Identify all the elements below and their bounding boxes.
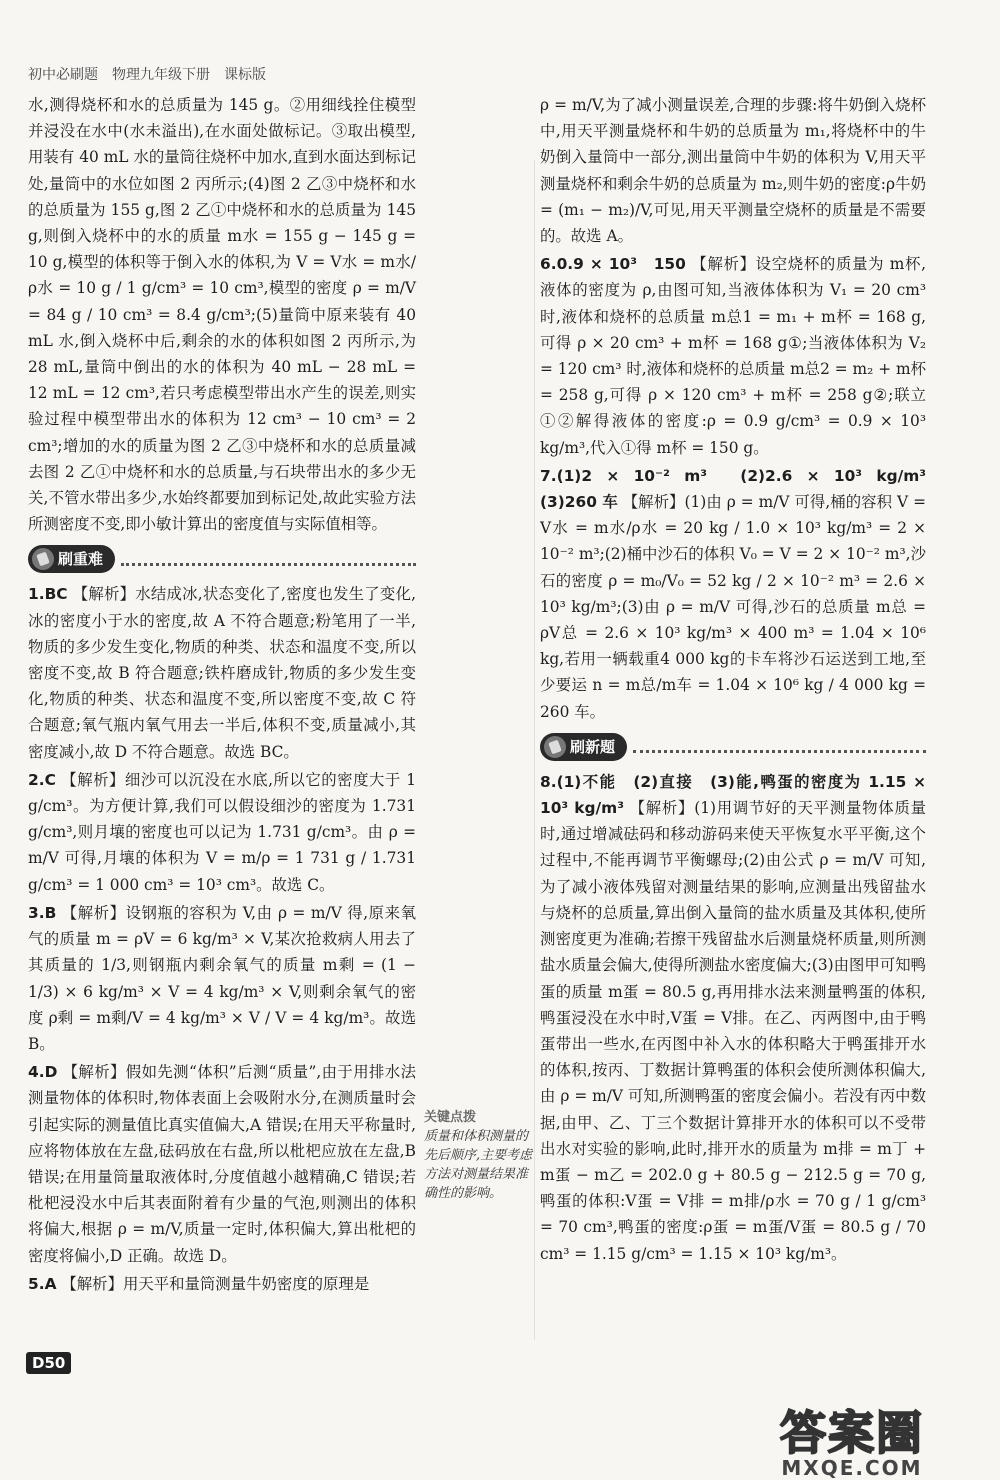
q8-explanation: 【解析】(1)用调节好的天平测量物体质量时,通过增减砝码和移动游码来使天平恢复水平平衡,这个过程中,不能再调节平衡螺母;(2)由公式 ρ = m/V 可知,为了减小液体残留对测量结果的影响,应测量出残留盐水与烧杯的总质量,算出倒入量筒的盐水质量及其体积,使所测密度更为准确;若擦干残留盐水后测量烧杯质量,则所测盐水质量会偏大,使得所测盐水密度偏大;(3)由图甲可知鸭蛋的质量 m蛋 = 80.5 g,再用排水法来测量鸭蛋的体积,鸭蛋浸没在水中时,V蛋 = V排。在乙、丙两图中,由于鸭蛋带出一些水,在丙图中补入水的体积略大于鸭蛋排开水的体积,按丙、丁数据计算鸭蛋的体积会使所测体积偏大,由 ρ = m/V 可知,所测鸭蛋的密度会偏小。若没有丙中数据,由甲、乙、丁三个数据计算排开水的体积可以不受带出水对实验的影响,此时,排开水的质量为 m排 = m丁 + m蛋 − m乙 = 202.0 g + 80.5 g − 212.5 g = 70 g,鸭蛋的体积:V蛋 = V排 = m排/ρ水 = 70 g / 1 g/cm³ = 70 cm³,鸭蛋的密度:ρ蛋 = m蛋/V蛋 = 80.5 g / 70 cm³ = 1.15 g/cm³ = 1.15 × 10³ kg/m³。	[540, 799, 926, 1263]
section-banner-hard	[28, 543, 416, 575]
banner-badge	[540, 733, 627, 761]
sidenote-text: 质量和体积测量的先后顺序,主要考虑方法对测量结果准确性的影响。	[424, 1129, 533, 1201]
key-point-sidenote	[424, 1108, 536, 1203]
brush-icon	[32, 548, 54, 570]
q2-answer: C	[44, 770, 56, 789]
question-2	[28, 767, 416, 898]
left-column	[28, 92, 416, 1299]
banner-label: 刷新题	[570, 737, 616, 756]
banner-label: 刷重难	[58, 550, 104, 569]
intro-paragraph: 水,测得烧杯和水的总质量为 145 g。②用细线拴住模型并浸没在水中(水未溢出),在水面处做标记。③取出模型,用装有 40 mL 水的量筒往烧杯中加水,直到水面达到标记处,量筒中的水位如图 2 丙所示;(4)图 2 乙③中烧杯和水的总质量为 155 g,图 2 乙①中烧杯和水的总质量为 145 g,则倒入烧杯中的水的质量 m水 = 155 g − 145 g = 10 g,模型的体积等于倒入水的体积,为 V = V水 = m水/ρ水 = 10 g / 1 g/cm³ = 10 cm³,模型的密度 ρ = m/V = 84 g / 10 cm³ = 8.4 g/cm³;(5)量筒中原来装有 40 mL 水,倒入烧杯中后,剩余的水的体积如图 2 丙所示,为 28 mL,量筒中倒出的水的体积为 40 mL − 28 mL = 12 mL = 12 cm³,若只考虑模型带出水产生的误差,则实验过程中模型带出水的体积为 12 cm³ − 10 cm³ = 2 cm³;增加的水的质量为图 2 乙③中烧杯和水的总质量减去图 2 乙①中烧杯和水的总质量,与石块带出水的多少无关,不管水带出多少,水始终都要加到标记处,故此实验方法所测密度不变,即小敏计算出的密度值与实际值相等。	[28, 96, 416, 534]
q3-explanation: 【解析】设钢瓶的容积为 V,由 ρ = m/V 得,原来氧气的质量 m = ρV = 6 kg/m³ × V,某次抢救病人用去了其质量的 1/3,则钢瓶内剩余氧气的质量 m剩 = (1 − 1/3) × 6 kg/m³ × V = 4 kg/m³ × V,则剩余氧气的密度 ρ剩 = m剩/V = 4 kg/m³ × V / V = 4 kg/m³。故选 B。	[28, 903, 416, 1053]
q1-explanation: 【解析】水结成冰,状态变化了,密度也发生了变化,冰的密度小于水的密度,故 A 不符合题意;粉笔用了一半,物质的多少发生变化,物质的种类、状态和温度不变,所以密度不变,故 B 符合题意;铁杵磨成针,物质的多少发生变化,物质的种类、状态和温度不变,所以密度不变,故 C 符合题意;氧气瓶内氧气用去一半后,体积不变,质量减小,其密度减小,故 D 不符合题意。故选 BC。	[28, 585, 416, 761]
question-7	[540, 463, 942, 725]
question-4	[28, 1059, 416, 1269]
question-6	[540, 251, 926, 461]
sidenote-title: 关键点拨	[424, 1110, 477, 1125]
q5-explanation: 【解析】用天平和量筒测量牛奶密度的原理是	[61, 1274, 370, 1293]
q1-answer: BC	[44, 585, 68, 604]
question-5	[28, 1271, 416, 1297]
page-number: D50	[26, 1352, 71, 1374]
banner-dotted-line	[633, 740, 926, 753]
q4-explanation: 【解析】假如先测“体积”后测“质量”,由于用排水法测量物体的体积时,物体表面上会吸附水分,在测质量时会引起实际的测量值比真实值偏大,A 错误;在用天平称量时,应将物体放在左盘,砝码放在右盘,所以枇杷应放在左盘,B 错误;在用量筒量取液体时,分度值越小越精确,C 错误;若枇杷浸没水中后其表面附着有少量的气泡,则测出的体积将偏大,根据 ρ = m/V,质量一定时,体积偏大,算出枇杷的密度将偏小,D 正确。故选 D。	[28, 1063, 416, 1265]
question-3	[28, 900, 416, 1057]
q6-explanation: 【解析】设空烧杯的质量为 m杯,液体的密度为 ρ,由图可知,当液体体积为 V₁ = 20 cm³ 时,液体和烧杯的总质量 m总1 = m₁ + m杯 = 168 g,可得 ρ × 20 cm³ + m杯 = 168 g①;当液体体积为 V₂ = 120 cm³ 时,液体和烧杯的总质量 m总2 = m₂ + m杯 = 258 g,可得 ρ × 120 cm³ + m杯 = 258 g②;联立①②解得液体的密度:ρ = 0.9 g/cm³ = 0.9 × 10³ kg/m³,代入①得 m杯 = 150 g。	[540, 255, 926, 457]
q8-number: 8.	[540, 772, 557, 791]
q3-answer: B	[44, 903, 57, 922]
q6-answer: 0.9 × 10³ 150	[556, 255, 686, 274]
question-5-continued: ρ = m/V,为了减小测量误差,合理的步骤:将牛奶倒入烧杯中,用天平测量烧杯和牛奶的总质量为 m₁,将烧杯中的牛奶倒入量筒中一部分,测出量筒中牛奶的体积为 V,用天平测量烧杯和剩余牛奶的总质量为 m₂,则牛奶的密度:ρ牛奶 = (m₁ − m₂)/V,可见,用天平测量空烧杯的质量是不需要的。故选 A。	[540, 96, 926, 246]
watermark-cn: 答案圈	[780, 1406, 924, 1460]
q7-answer: (1)2 × 10⁻² m³ (2)2.6 × 10³ kg/m³ (3)260 车	[540, 466, 942, 512]
banner-dotted-line	[121, 553, 416, 566]
banner-badge	[28, 545, 115, 573]
running-header: 初中必刷题 物理九年级下册 课标版	[28, 67, 266, 83]
question-8	[540, 769, 926, 1267]
q8-answer: (1)不能 (2)直接 (3)能,鸭蛋的密度为 1.15 × 10³ kg/m³	[540, 772, 926, 818]
watermark-logo	[780, 1406, 924, 1480]
brush-icon	[544, 736, 566, 758]
q4-answer: D	[44, 1063, 58, 1082]
q7-explanation: 【解析】(1)由 ρ = m/V 可得,桶的容积 V = V水 = m水/ρ水 = 20 kg / 1.0 × 10³ kg/m³ = 2 × 10⁻² m³;(2)桶中沙石的体积 V₀ = V = 2 × 10⁻² m³,沙石的密度 ρ = m₀/V₀ = 52 kg / 2 × 10⁻² m³ = 2.6 × 10³ kg/m³;(3)由 ρ = m/V 可得,沙石的总质量 m总 = ρV总 = 2.6 × 10³ kg/m³ × 400 m³ = 1.04 × 10⁶ kg,若用一辆载重4 000 kg的卡车将沙石运送到工地,至少要运 n = m总/m车 = 1.04 × 10⁶ kg / 4 000 kg = 260 车。	[540, 493, 926, 721]
q5-number: 5.	[28, 1274, 45, 1293]
q3-number: 3.	[28, 903, 45, 922]
q7-number: 7.	[540, 466, 557, 485]
question-1	[28, 581, 416, 764]
right-column	[540, 92, 942, 1269]
q2-number: 2.	[28, 770, 45, 789]
q6-number: 6.	[540, 255, 557, 274]
q2-explanation: 【解析】细沙可以沉没在水底,所以它的密度大于 1 g/cm³。为方便计算,我们可以假设细沙的密度为 1.731 g/cm³,则月壤的密度也可以记为 1.731 g/cm³。由 ρ = m/V 可得,月壤的体积为 V = m/ρ = 1 731 g / 1.731 g/cm³ = 1 000 cm³ = 10³ cm³。故选 C。	[28, 770, 416, 894]
q1-number: 1.	[28, 585, 45, 604]
watermark-en: MXQE.COM	[781, 1456, 923, 1480]
section-banner-new	[540, 731, 926, 763]
q5-answer: A	[44, 1274, 57, 1293]
q4-number: 4.	[28, 1063, 45, 1082]
